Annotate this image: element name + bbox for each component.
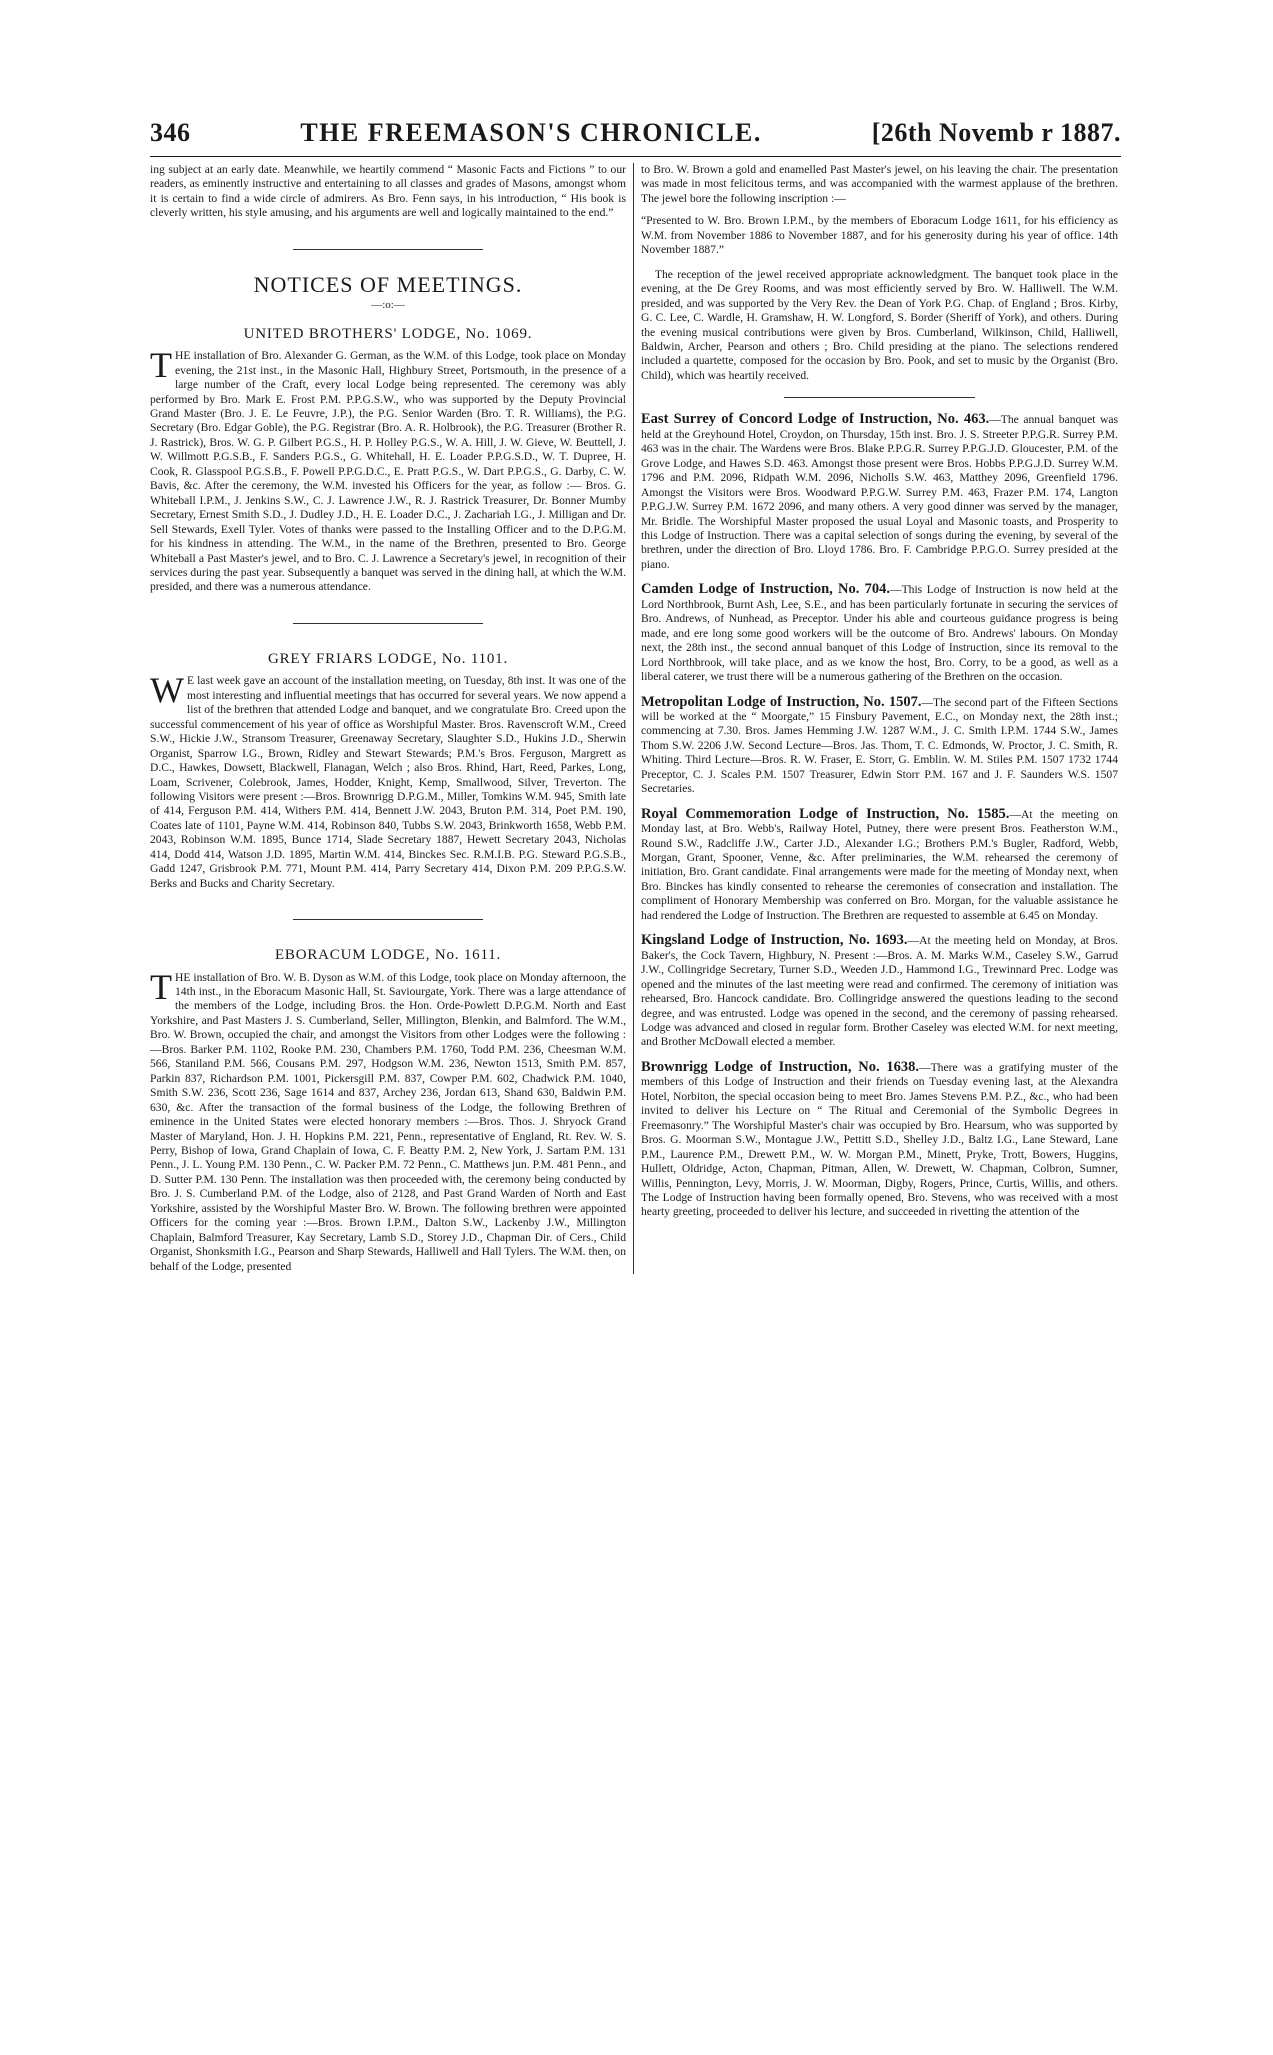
eboracum-heading: EBORACUM LODGE, No. 1611.	[274, 947, 502, 964]
jewel-inscription: “Presented to W. Bro. Brown I.P.M., by the members of Eboracum Lodge 1611, for his efficiency as W.M. from November 1886 to November 1887, and for his generosity during his year of office. 14th November 1887.”	[641, 214, 1118, 257]
drop-cap: T	[150, 345, 172, 386]
right-column	[634, 163, 1118, 1274]
article-body: —The annual banquet was held at the Greyhound Hotel, Croydon, on Thursday, 15th inst. Bro. J. S. Streeter P.P.G.R. Surrey P.M. 463 was in the chair. The Wardens were Bros. Blake P.P.G.R. Surrey P.P.G.J.D. Gloucester, P.M. of the Grove Lodge, and Hawes S.D. 463. Amongst those present were Bros. Hobbs P.P.G.J.D. Surrey W.M. 1796 and P.M. 2096, Ridpath W.M. 2096, Nicholls S.W. 463, Matthey 2096, Greenfield 1796. Amongst the Visitors were Bros. Woodward P.P.G.W. Surrey P.M. 463, Frazer P.M. 174, Langton P.P.G.J.W. Surrey P.M. 1672 2096, and many others. A very good dinner was served by the manager, Mr. Bridle. The Worshipful Master proposed the usual Loyal and Masonic toasts, and Prosperity to this Lodge of Instruction. There was a capital selection of songs during the evening, by several of the brethren, under the direction of Bro. Lloyd 1786. Bro. F. Cambridge P.P.G.O. Surrey presided at the piano.	[641, 413, 1119, 571]
article-body: —This Lodge of Instruction is now held at the Lord Northbrook, Burnt Ash, Lee, S.E., and has been particularly fortunate in securing the services of Bro. Andrews, of Nunhead, as Preceptor. Under his able and courteous guidance progress is being made, and ere long some good workers will be the outcome of Bro. Andrews' labours. On Monday next, the 28th inst., the second annual banquet of this Lodge of Instruction, since its removal to the Lord Northbrook, will take place, and as we know the host, Bro. Corry, to be a good, as well as a liberal caterer, we trust there will be a numerous gathering of the Brethren on the occasion.	[641, 583, 1119, 684]
article-body: HE installation of Bro. Alexander G. German, as the W.M. of this Lodge, took place on Monday evening, the 21st inst., in the Masonic Hall, Highbury Street, Portsmouth, in the presence of a large number of the Craft, every local Lodge being represented. The ceremony was ably performed by Bro. Mark E. Frost P.M. P.P.G.S.W., who was supported by the Deputy Provincial Grand Master (Bro. J. E. Le Feuvre, J.P.), the P.G. Senior Warden (Bro. T. R. Williams), the P.G. Secretary (Bro. Edgar Goble), the P.G. Registrar (Bro. A. R. Holbrook), the P.G. Treasurer (Brother R. J. Rastrick), Bros. W. G. P. Gilbert P.G.S., H. P. Holley P.G.S., W. A. Hill, J. W. Gieve, W. Beuttell, J. W. Willmott P.G.S.B., F. Sanders P.G.S., G. Whitehall, H. E. Loader P.P.G.S.D., W. T. Dupree, H. Cook, R. Glasspool P.G.S.B., F. Powell P.P.G.D.C., E. Pratt P.G.S., W. Dart P.P.G.S., G. Darby, C. W. Bavis, &c. After the ceremony, the W.M. invested his Officers for the year, as follow :— Bros. G. Whiteball I.P.M., J. Jenkins S.W., C. J. Lawrence J.W., R. J. Rastrick Treasurer, Dr. Bonner Mumby Secretary, Ernest Smith S.D., J. Dudley J.D., H. E. Loader D.C., J. Zachariah I.G., J. Milligan and Dr. Sell Stewards, Exell Tyler. Votes of thanks were passed to the Installing Officer and to the D.P.G.M. for his kindness in attending. The W.M., in the name of the Brethren, presented to Bro. George Whiteball a Past Master's jewel, and to Bro. C. J. Lawrence a Secretary's jewel, in recognition of their services during the past year. Subsequently a banquet was served in the dining hall, at which the W.M. presided, and there was a numerous attendance.	[150, 349, 626, 594]
columns	[150, 163, 1121, 1274]
eboracum-banquet: The reception of the jewel received appropriate acknowledgment. The banquet took place in the evening, at the De Grey Rooms, and was most efficiently served by Bro. W. Halliwell. The W.M. presided, and was supported by the Very Rev. the Dean of York P.G. Chap. of England ; Bros. Kirby, G. C. Lee, C. Wardle, H. Gramshaw, H. W. Longford, S. Border (Sheriff of York), and others. During the evening musical contributions were given by Bros. Cumberland, Wilkinson, Child, Halliwell, Baldwin, Archer, Pearson and others ; Bro. Child presiding at the piano. The selections rendered included a quartette, composed for the occasion by Bro. Pook, and set to music by the Organist (Bro. Child), which was heartily received.	[641, 267, 1118, 382]
camden-heading: Camden Lodge of Instruction, No. 704.	[641, 581, 890, 598]
kingsland-heading: Kingsland Lodge of Instruction, No. 1693.	[641, 932, 908, 949]
kingsland-article	[641, 933, 1118, 1050]
article-body: —There was a gratifying muster of the members of this Lodge of Instruction and their friends on Tuesday evening last, at the Alexandra Hotel, Norbiton, the special occasion being to meet Bro. James Stevens P.M. P.Z., &c., who had been invited to deliver his Lecture on “ The Ritual and Ceremonial of the Symbolic Degrees in Freemasonry.” The Worshipful Master's chair was occupied by Bro. Hearsum, who was supported by Bros. G. Moorman S.W., Montague J.W., Pettitt S.D., Shelley J.D., Baltz I.G., Lane Steward, Lane P.M., Laurence P.M., Drewett P.M., W. W. Morgan P.M., Minett, Pryke, Trott, Bowers, Huggins, Hullett, Oldridge, Acton, Chapman, Pitman, Allen, W. Drewett, W. Chapman, Colbron, Sumner, Willis, Pennington, Levy, Morris, J. W. Moorman, Digby, Rogers, Prince, Curtis, Willis, and others. The Lodge of Instruction having been formally opened, Bro. Stevens, who was received with a most hearty greeting, proceeded to deliver his lecture, and succeeded in rivetting the attention of the	[641, 1060, 1118, 1219]
intro-paragraph: ing subject at an early date. Meanwhile, we heartily commend “ Masonic Facts and Fictions ” to our readers, as eminently instructive and entertaining to all classes and grades of Masons, amongst whom it is certain to find a wide circle of admirers. As Bro. Fenn says, in his introduction, “ His book is cleverly written, his style amusing, and his arguments are well and logically maintained to the end.”	[150, 163, 626, 220]
east-surrey-article	[641, 412, 1118, 572]
grey-friars-heading: GREY FRIARS LODGE, No. 1101.	[267, 650, 509, 667]
brownrigg-heading: Brownrigg Lodge of Instruction, No. 1638.	[641, 1058, 919, 1075]
divider	[293, 919, 483, 920]
metropolitan-article	[641, 695, 1118, 797]
publication-title: THE FREEMASON'S CHRONICLE.	[300, 118, 762, 147]
camden-article	[641, 582, 1118, 684]
united-brothers-article	[150, 345, 626, 595]
brownrigg-article	[641, 1060, 1118, 1220]
divider	[293, 249, 483, 250]
east-surrey-heading: East Surrey of Concord Lodge of Instruction, No. 463.	[641, 411, 990, 428]
eboracum-article	[150, 966, 626, 1275]
left-column	[150, 163, 634, 1274]
drop-cap: T	[150, 966, 172, 1007]
article-body: E last week gave an account of the installation meeting, on Tuesday, 8th inst. It was one of the most interesting and influential meetings that has occurred for several years. We now append a list of the brethren that attended Lodge and banquet, and we congratulate Bro. Creed upon the successful commencement of his year of office as Worshipful Master. Bros. Ravenscroft W.M., Creed S.W., Hickie J.W., Stransom Treasurer, Greenaway Secretary, Slaughter S.D., Hukins J.D., Sherwin Organist, Sparrow I.G., Brown, Ridley and Stewart Stewards; P.M.'s Bros. Ferguson, Margrett as D.C., Hawkes, Dowsett, Blackwell, Flanagan, Welch ; also Bros. Rhind, Hart, Reed, Parkes, Long, Loam, Scrivener, Colebrook, James, Hodder, Knight, Kemp, Smallwood, Silver, Treverton. The following Visitors were present :—Bros. Brownrigg D.P.G.M., Miller, Tomkins W.M. 945, Smith late of 414, Ferguson P.M. 414, Withers P.M. 414, Bennett J.W. 2043, Bruton P.M. 314, Poet P.M. 190, Coates late of 1101, Payne W.M. 414, Robinson 840, Tubbs S.W. 2043, Brinkworth 1658, Webb P.M. 2043, Robinson W.M. 1895, Bunce 1714, Slade Secretary 1887, Hewett Secretary 2043, Nicholas 414, Dodd 414, Watson J.D. 1895, Martin W.M. 414, Binckes Sec. R.M.I.B. P.G. Steward P.G.S.B., Gadd 1247, Grisbrook P.M. 771, Mount P.M. 414, Parry Secretary 414, Dixon P.M. 209 P.P.G.S.W. Berks and Bucks and Charity Secretary.	[150, 674, 626, 890]
article-body: HE installation of Bro. W. B. Dyson as W.M. of this Lodge, took place on Monday afternoon, the 14th inst., in the Eboracum Masonic Hall, St. Saviourgate, York. There was a large attendance of the members of the Lodge, including Bros. the Hon. Orde-Powlett D.P.G.M. North and East Yorkshire, and Past Masters J. S. Cumberland, Seller, Millington, Blenkin, and Balmford. The W.M., Bro. W. Brown, occupied the chair, and amongst the Visitors from other Lodges were the following :—Bros. Barker P.M. 1102, Rooke P.M. 230, Chambers P.M. 1760, Todd P.M. 236, Cheesman W.M. 566, Staniland P.M. 566, Cousans P.M. 297, Hodgson W.M. 236, Newton 1513, Smith P.M. 857, Parkin 837, Richardson P.M. 1001, Pickersgill P.M. 837, Cowper P.M. 602, Chadwick P.M. 1040, Smith S.W. 236, Scott 236, Sage 1614 and 837, Archey 236, Jordan 613, Shand 630, Baldwin P.M. 630, &c. After the transaction of the formal business of the Lodge, the following Brethren of eminence in the United States were elected honorary members :—Bros. Thos. J. Shryock Grand Master of Maryland, Hon. J. H. Hopkins P.M. 221, Penn., representative of England, Rt. Rev. W. S. Perry, Bishop of Iowa, Grand Chaplain of Iowa, C. F. Beatty P.M. 2, New York, J. Sartam P.M. 131 Penn., J. L. Young P.M. 130 Penn., C. W. Packer P.M. 72 Penn., C. Matthews jun. P.M. 481 Penn., and D. Sutter P.M. 130 Penn. The installation was then proceeded with, the ceremony being conducted by Bro. J. S. Cumberland P.M. of the Lodge, also of 2128, and Past Grand Warden of North and East Yorkshire, assisted by the Worshipful Master Bro. W. Brown. The following brethren were appointed Officers for the coming year :—Bros. Brown I.P.M., Dalton S.W., Lackenby J.W., Millington Chaplain, Balmford Treasurer, Kay Secretary, Lamb S.D., Storey J.D., Chapman Dir. of Cers., Child Organist, Shonksmith I.G., Pearson and Sharp Stewards, Halliwell and Hall Tylers. The W.M. then, on behalf of the Lodge, presented	[150, 970, 626, 1273]
article-body: —At the meeting on Monday last, at Bro. Webb's, Railway Hotel, Putney, there were present Bros. Featherston W.M., Round S.W., Radcliffe J.W., Carter J.D., Alexander I.G.; Brothers P.M.'s Bugler, Radford, Webb, Morgan, Grant, Spooner, Venne, &c. After preliminaries, the W.M. rehearsed the ceremony of initiation, Bro. Grant candidate. Final arrangements were made for the meeting of Monday next, when Bro. Binckes has kindly consented to rehearse the ceremonies of consecration and installation. The compliment of Honorary Membership was conferred on Bro. Morgan, for the valuable assistance he had rendered the Lodge of Instruction. The Brethren are requested to assemble at 6.45 on Monday.	[641, 807, 1118, 922]
issue-date: [26th Novemb r 1887.	[871, 118, 1121, 147]
drop-cap: W	[150, 670, 184, 711]
notices-ornament: —:o:—	[371, 299, 405, 312]
grey-friars-article	[150, 670, 626, 891]
notices-heading: NOTICES OF MEETINGS.	[253, 271, 523, 297]
eboracum-continued: to Bro. W. Brown a gold and enamelled Past Master's jewel, on his leaving the chair. The presentation was made in most felicitous terms, and was accompanied with the warmest applause of the brethren. The jewel bore the following inscription :—	[641, 163, 1118, 205]
divider	[784, 397, 975, 398]
united-brothers-heading: UNITED BROTHERS' LODGE, No. 1069.	[243, 325, 533, 342]
royal-commemoration-article	[641, 807, 1118, 924]
divider	[293, 623, 483, 624]
royal-commemoration-heading: Royal Commemoration Lodge of Instruction, No. 1585.	[641, 805, 1010, 822]
masthead	[150, 118, 1121, 152]
article-body: —The second part of the Fifteen Sections will be worked at the “ Moorgate,” 15 Finsbury Pavement, E.C., on Monday next, the 28th inst.; commencing at 7.30. Bros. James Hemming J.W. 1287 W.M., J. C. Smith I.P.M. 1744 S.W., James Thom S.W. 2206 J.W. Second Lecture—Bros. Jas. Thom, T. C. Edmonds, W. Proctor, J. C. Smith, R. Whiting. Third Lecture—Bros. R. W. Fraser, E. Storr, G. Emblin. W. M. Stiles P.M. 1507 1732 1744 Preceptor, C. J. Scales P.M. 1507 Treasurer, Edwin Storr P.M. 167 and J. F. Saunders W.S. 1507 Secretaries.	[641, 695, 1118, 796]
page-number: 346	[150, 118, 191, 147]
article-body: —At the meeting held on Monday, at Bros. Baker's, the Cock Tavern, Highbury, N. Present :—Bros. A. M. Marks W.M., Caseley S.W., Garrud J.W., Collingridge Secretary, Turner S.D., Weeden J.D., Hammond I.G., Trewinnard Prec. Lodge was opened and the minutes of the last meeting were read and confirmed. The ceremony of initiation was rehearsed, Bro. Hancock candidate. Bro. Collingridge answered the questions leading to the second degree, and was entrusted. Lodge was opened in the second, and the ceremony of passing rehearsed. Lodge was advanced and closed in regular form. Brother Caseley was elected W.M. for next meeting, and Brother McDowall elected a member.	[641, 934, 1118, 1049]
metropolitan-heading: Metropolitan Lodge of Instruction, No. 1507.	[641, 693, 922, 710]
masthead-rule	[150, 156, 1121, 157]
